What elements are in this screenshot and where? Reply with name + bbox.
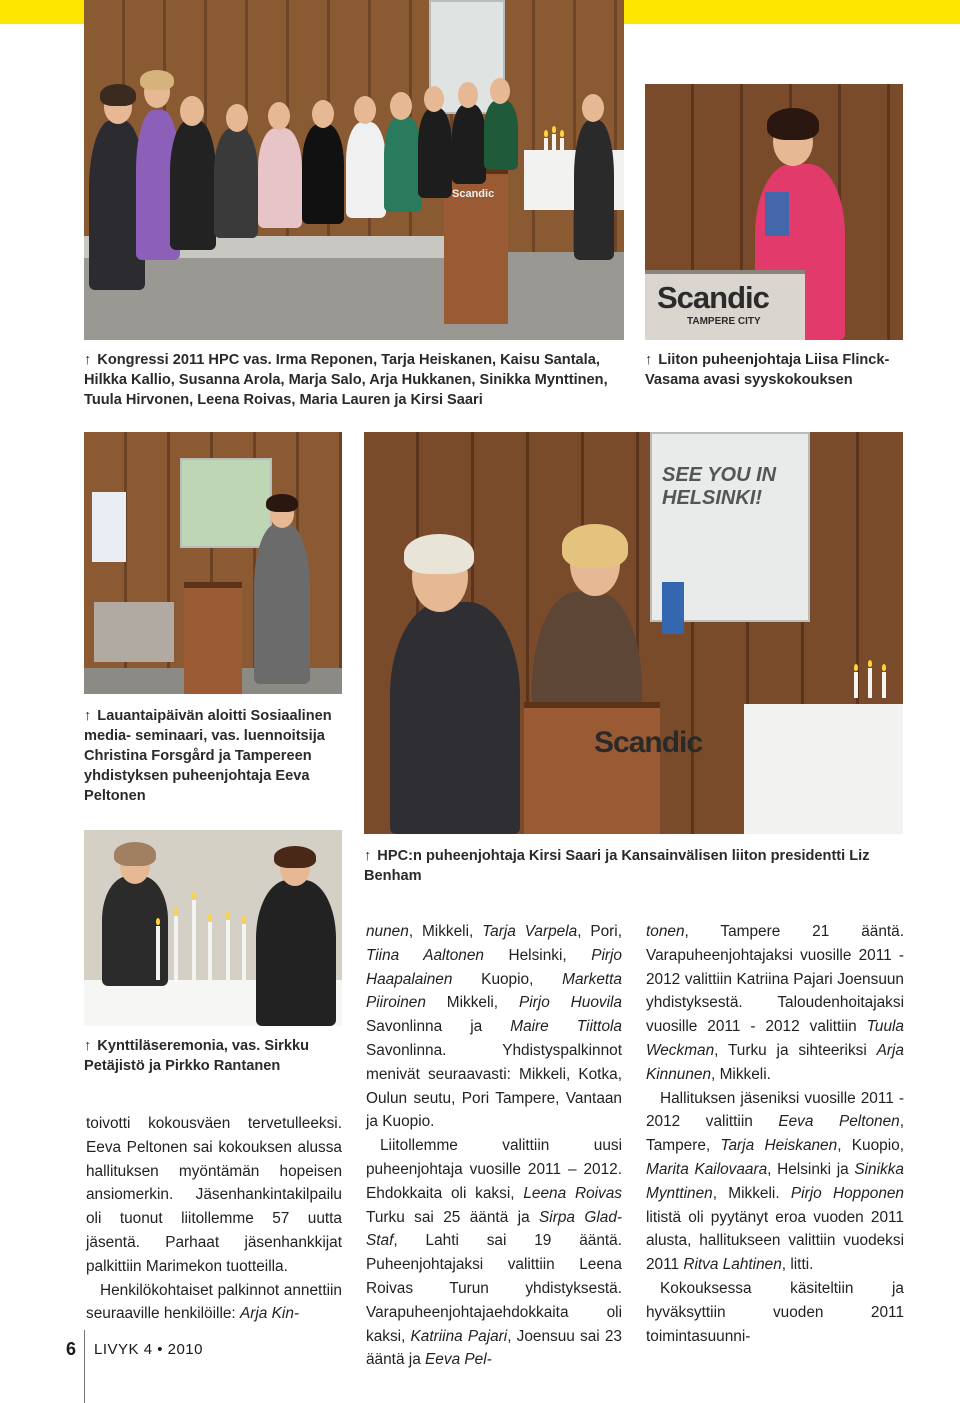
up-arrow-icon: ↑	[645, 352, 653, 368]
screen-slide-text: SEE YOU IN HELSINKI!	[662, 464, 777, 509]
up-arrow-icon: ↑	[84, 1038, 92, 1054]
up-arrow-icon: ↑	[84, 708, 92, 724]
podium-tampere-city: TAMPERE CITY	[687, 316, 761, 327]
candle-ceremony-photo	[84, 830, 342, 1026]
page-number: 6	[66, 1339, 77, 1359]
paragraph: Kokouksessa käsiteltiin ja hyväksyttiin vuoden 2011 toimintasuunni-	[646, 1279, 904, 1345]
article-column-3	[646, 920, 904, 1348]
caption-congress: ↑ Kongressi 2011 HPC vas. Irma Reponen, Tarja Heiskanen, Kaisu Santala, Hilkka Kallio, Susanna Arola, Marja Salo, Arja Hukkanen, Sinikka Mynttinen, Tuula Hirvonen, Leena Roivas, Maria Lauren ja Kirsi Saari	[84, 352, 608, 408]
paragraph: nunen, Mikkeli, Tarja Varpela, Pori, Tiina Aaltonen Helsinki, Pirjo Haapalainen Kuopio, Marketta Piiroinen Mikkeli, Pirjo Huovila Savonlinna ja Maire Tiittola Savonlinna. Yhdistyspalkinnot menivät seuraavasti: Mikkeli, Kotka, Oulun seutu, Pori Tampere, Vantaan ja Kuopio.	[366, 923, 622, 1131]
congress-group-photo	[84, 0, 624, 340]
podium-logo-small: Scandic	[452, 188, 495, 200]
up-arrow-icon: ↑	[364, 848, 372, 864]
paragraph: Hallituksen jäseniksi vuosille 2011 - 2012 valittiin Eeva Peltonen, Tampere, Tarja Heiskanen, Kuopio, Marita Kailovaara, Helsinki ja Sinikka Mynttinen, Mikkeli. Pirjo Hopponen litistä oli pyytänyt eroa vuoden 2011 alusta, hallitukseen valittiin vuodeksi 2011 Ritva Lahtinen, litti.	[646, 1089, 904, 1274]
paragraph: tonen, Tampere 21 ääntä. Varapuheenjohtajaksi vuosille 2011 - 2012 valittiin Katriina Pajari Joensuun yhdistyksestä. Taloudenhoitajaksi vuosille 2011 - 2012 valittiin Tuula Weckman, Turku ja sihteeriksi Arja Kinnunen, Mikkeli.	[646, 923, 904, 1083]
caption-chair: ↑ Liiton puheenjohtaja Liisa Flinck-Vasama avasi syyskokouksen	[645, 352, 890, 388]
podium-scandic-logo: Scandic	[657, 280, 769, 315]
chair-speaking-photo	[645, 84, 903, 340]
caption-seminar: ↑ Lauantaipäivän aloitti Sosiaalinen media- seminaari, vas. luennoitsija Christina Forsgård ja Tampereen yhdistyksen puheenjohtaja Eeva Peltonen	[84, 708, 332, 804]
seminar-photo	[84, 432, 342, 694]
podium-scandic-logo-large: Scandic	[594, 726, 703, 759]
magazine-issue: LIVYK 4 • 2010	[94, 1341, 203, 1358]
paragraph: toivotti kokousväen tervetulleeksi. Eeva Peltonen sai kokouksen alussa hallituksen myöntämän hopeisen ansiomerkin. Jäsenhankintakilpailu oli tuonut liitollemme 57 uutta jäsentä. Parhaat jäsenhankkijat palkittiin Marimekon tuotteilla.	[86, 1115, 342, 1275]
footer-divider	[84, 1330, 85, 1403]
article-column-1	[86, 1112, 342, 1326]
caption-presidents: ↑ HPC:n puheenjohtaja Kirsi Saari ja Kansainvälisen liiton presidentti Liz Benham	[364, 848, 870, 884]
up-arrow-icon: ↑	[84, 352, 92, 368]
paragraph: Henkilökohtaiset palkinnot annettiin seuraaville henkilöille: Arja Kin-	[86, 1281, 342, 1323]
top-accent-bar-left	[0, 0, 84, 24]
article-column-2	[366, 920, 622, 1372]
top-accent-bar-right	[624, 0, 960, 24]
paragraph: Liitollemme valittiin uusi puheenjohtaja vuosille 2011 – 2012. Ehdokkaita oli kaksi, Leena Roivas Turku sai 25 ääntä ja Sirpa Glad-Staf, Lahti sai 19 ääntä. Puheenjohtajaksi valittiin Leena Roivas Turun yhdistyksestä. Varapuheenjohtajaehdokkaita oli kaksi, Katriina Pajari, Joensuu sai 23 ääntä ja Eeva Pel-	[366, 1137, 623, 1369]
presidents-photo	[364, 432, 903, 834]
caption-candles: ↑ Kynttiläseremonia, vas. Sirkku Petäjistö ja Pirkko Rantanen	[84, 1038, 309, 1074]
